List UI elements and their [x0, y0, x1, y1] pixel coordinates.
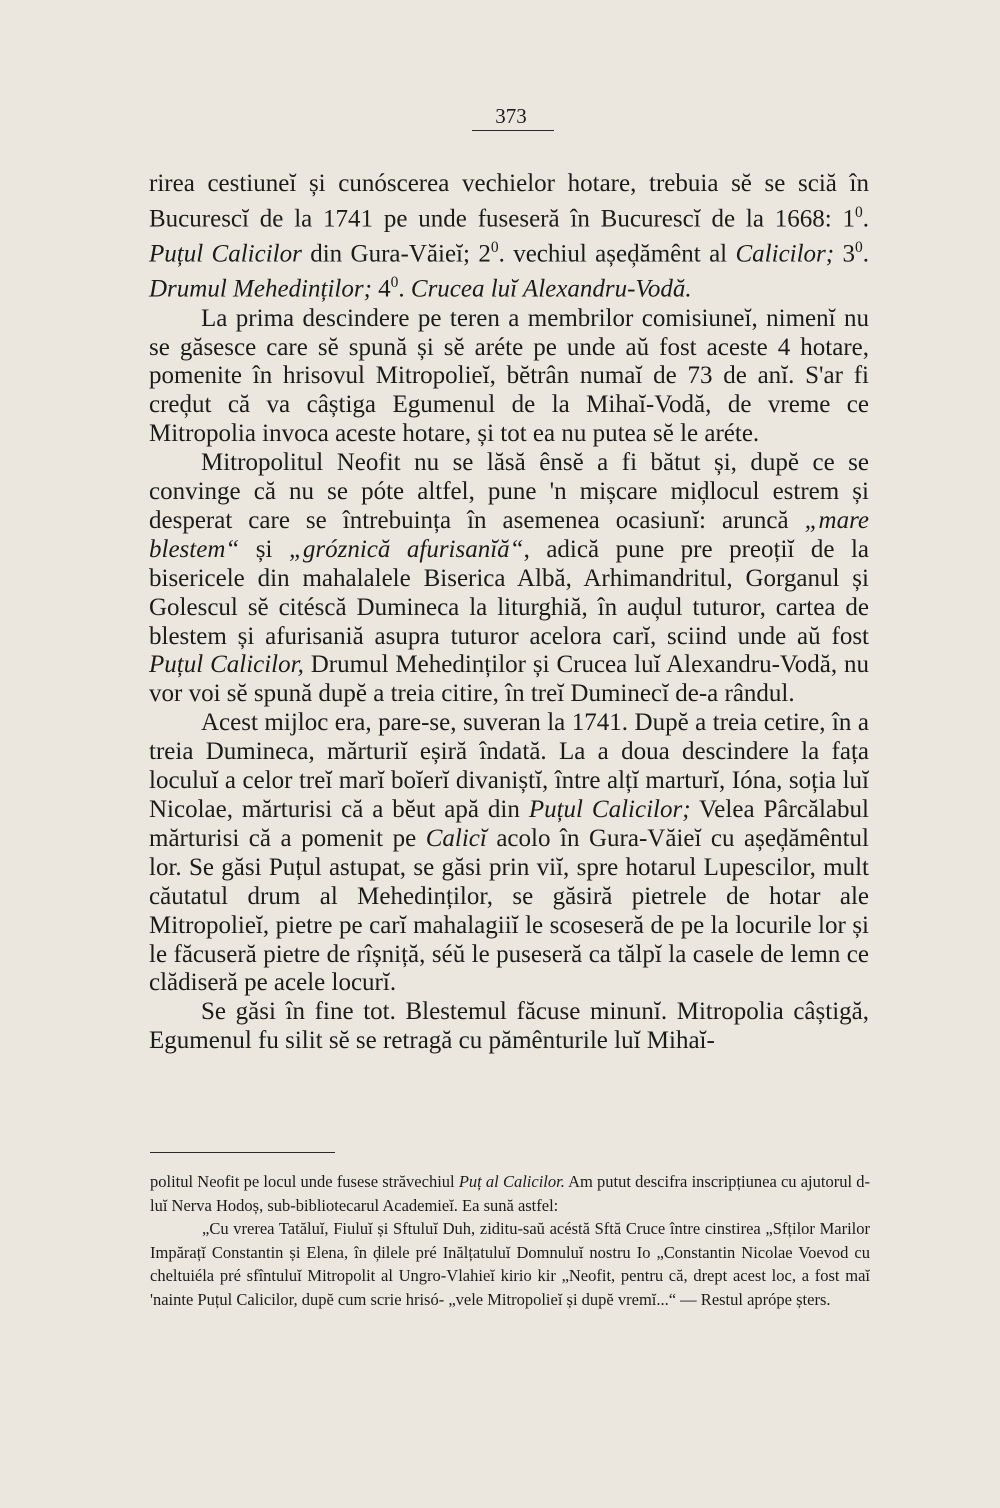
superscript-degree: 0 — [855, 203, 863, 221]
italic-text: Crucea luĭ Alexandru-Vodă. — [410, 275, 692, 303]
paragraph — [149, 170, 869, 305]
footnote-paragraph — [150, 1170, 870, 1217]
italic-text: Puțul Calicilor, — [149, 651, 304, 679]
text-run: . — [862, 205, 869, 233]
text-run: 4 — [371, 275, 391, 303]
italic-text: „mare blestem“ — [149, 506, 869, 563]
page-number: 373 — [495, 104, 527, 128]
superscript-degree: 0 — [390, 274, 399, 292]
paragraph — [149, 449, 869, 709]
text-run: La prima descindere pe teren a membrilor comisiuneĭ, nimenĭ nu se găsesce care sĕ spună și sĕ aréte pe unde aŭ fost aceste 4 hotare, pomenite în hrisovul Mitropolieĭ, bĕtrân numaĭ de 73 de anĭ. S'ar fi creḑut că va câștiga Egumenul de la Mihaĭ-Vodă, de vreme ce Mitropolia invoca aceste hotare, și tot ea nu putea sĕ le aréte. — [149, 304, 869, 448]
superscript-degree: 0 — [490, 239, 499, 257]
paragraph — [149, 709, 869, 998]
page-number-rule — [472, 130, 554, 131]
text-run: acolo în Gura-Văieĭ cu așeḑămêntul lor. Se găsi Puțul astupat, se găsi prin viĭ, spre hotarul Lupescilor, mult căutatul drum al Mehedinților, se găsiră pietrele de hotar ale Mitropolieĭ, pietre pe carĭ mahalagiiĭ le scoseseră de pe la locurile lor și le făcuseră pietre de rîșniță, séŭ le puseseră ca tălpĭ la casele de lemn ce clădiseră pe acele locurĭ. — [149, 824, 869, 997]
footnote — [150, 1170, 870, 1311]
text-run: . — [398, 275, 411, 303]
paragraph — [149, 305, 869, 450]
text-run: 3 — [834, 240, 855, 268]
italic-text: Drumul Mehedinților; — [149, 275, 372, 303]
paragraph — [149, 998, 869, 1056]
text-run: Se găsi în fine tot. Blestemul făcuse minunĭ. Mitropolia câștigă, Egumenul fu silit sĕ se retragă cu pămênturile luĭ Mihaĭ- — [149, 998, 869, 1055]
text-run: din Gura-Văieĭ; 2 — [301, 240, 491, 268]
italic-text: Puțul Calicilor — [149, 240, 302, 268]
italic-text: Calicilor; — [735, 240, 835, 268]
text-run: . vechiul așeḑămênt al — [498, 240, 736, 268]
text-run: politul Neofit pe locul unde fusese străvechiul — [150, 1172, 459, 1191]
text-run: Acest mijloc era, pare-se, suveran la 1741. Dupĕ a treia cetire, în a treia Dumineca, mărturiĭ eșiră îndată. La a doua descindere la fața loculuĭ a celor treĭ marĭ boĭerĭ divaniștĭ, între alțĭ marturĭ, Ióna, soția luĭ Nicolae, mărturisi că a bĕut apă din — [149, 709, 869, 824]
italic-text: Calicĭ — [425, 824, 487, 852]
text-run: și — [239, 535, 289, 563]
text-run: Velea Pârcălabul mărturisi că a pomenit pe — [149, 796, 869, 852]
text-run: Am putut descifra inscripțiunea cu ajutorul d-luĭ Nerva Hodoș, sub-bibliotecarul Academieĭ. Ea sună astfel: — [150, 1172, 870, 1215]
text-run: „Cu vrerea Tatăluĭ, Fiuluĭ și Sftuluĭ Duh, ziditu-saŭ acéstă Sftă Cruce între cinstirea „Sfților Marilor Impărațĭ Constantin și Elena, în ḑilele pré Inălțatuluĭ Domnuluĭ nostru Io „Constantin Nicolae Voevod cu cheltuiéla pré sfîntuluĭ Mitropolit al Ungro-Vlahieĭ kirio kir „Neofit, pentru că, drept acest loc, a fost maĭ 'nainte Puțul Calicilor, dupĕ cum scrie hrisó- „vele Mitropolieĭ și dupĕ vremĭ...“ — Restul aprópe șters. — [150, 1219, 870, 1309]
superscript-degree: 0 — [855, 239, 863, 257]
footnote-paragraph — [150, 1217, 870, 1311]
text-run: . — [862, 240, 869, 268]
footnote-separator — [150, 1152, 335, 1153]
text-run: Drumul Mehedinților și Crucea luĭ Alexandru-Vodă, nu vor voi sĕ spună dupĕ a treia citire, în treĭ Duminecĭ de-a rândul. — [149, 651, 869, 708]
text-run: , adică pune pre preoțiĭ de la bisericele din mahalalele Biserica Albă, Arhimandritul, Gorganul și Golescul sĕ citéscă Dumineca la liturghiă, în auḑul tuturor, cartea de blestem și afurisaniă asupra tuturor acelora carĭ, sciind unde aŭ fost — [149, 535, 869, 650]
main-text-body — [149, 170, 869, 1056]
italic-text: „gróznică afurisanĭă“ — [288, 535, 524, 563]
italic-text: Puț al Calicilor. — [458, 1172, 565, 1191]
text-run: Mitropolitul Neofit nu se lăsă ênsĕ a fi bătut și, dupĕ ce se convinge că nu se póte altfel, pune 'n mișcare miḑlocul estrem și desperat care se întrebuința în asemenea ocasiunĭ: aruncă — [149, 449, 869, 534]
text-run: rirea cestiuneĭ și cunóscerea vechielor hotare, trebuia sĕ se sciă în Bucurescĭ de la 1741 pe unde fuseseră în Bucurescĭ de la 1668: 1 — [149, 170, 869, 233]
italic-text: Puțul Calicilor; — [528, 796, 691, 824]
